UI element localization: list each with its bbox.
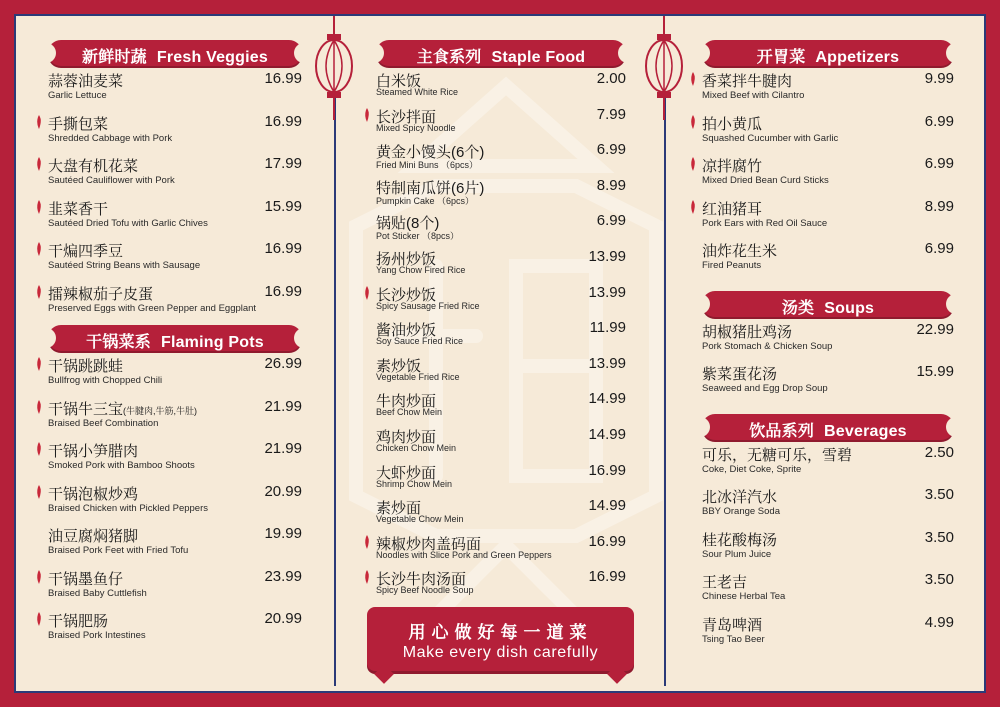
dish-price: 20.99 (264, 482, 302, 500)
section-title-beverages: 饮品系列 Beverages (702, 414, 954, 440)
middle-column (376, 26, 626, 600)
chili-pepper-icon (690, 157, 696, 171)
section-title-appetizers: 开胃菜 Appetizers (702, 40, 954, 66)
flaming-pots-menu-item (48, 564, 302, 607)
dish-note: (牛腱肉,牛筋,牛肚) (123, 405, 198, 416)
dish-name-english: Spicy Sausage Fried Rice (376, 300, 480, 311)
chili-pepper-icon (36, 285, 42, 299)
dish-name-chinese: 可乐，无糖可乐，雪碧 (702, 446, 853, 464)
dish-name-english: Vegetable Fried Rice (376, 371, 460, 382)
dish-name-chinese: 油豆腐焖猪脚 (48, 528, 139, 545)
chili-pepper-icon (690, 200, 696, 214)
slogan-english: Make every dish carefully (402, 644, 599, 661)
dish-name-english: Sour Plum Juice (702, 548, 772, 560)
dish-name-english: Chicken Chow Mein (376, 442, 457, 453)
staple-food-menu-item (376, 422, 626, 458)
staple-food-menu-item (376, 564, 626, 600)
dish-name-english: Preserved Eggs with Green Pepper and Eggplant (48, 302, 257, 314)
dish-price: 15.99 (916, 363, 954, 380)
dish-name-english: Pork Stomach & Chicken Soup (702, 340, 833, 352)
dish-name-chinese: 红油猪耳 (702, 200, 763, 218)
dish-name-chinese: 手撕包菜 (48, 115, 109, 133)
chili-pepper-icon (36, 485, 42, 499)
dish-name-chinese: 拍小黄瓜 (702, 115, 763, 133)
staple-food-menu-item (376, 351, 626, 387)
dish-price: 16.99 (264, 112, 302, 130)
dish-price: 11.99 (589, 319, 626, 337)
dish-name-chinese: 蒜蓉油麦菜 (48, 73, 124, 90)
fresh-veggies-menu-item (48, 279, 302, 322)
lantern-icon (314, 16, 354, 126)
dish-name-english: Mixed Dried Bean Curd Sticks (702, 175, 829, 186)
appetizers-list (702, 66, 954, 279)
dish-name-english: Beef Chow Mein (376, 407, 443, 418)
dish-price: 3.50 (924, 528, 954, 546)
staple-food-menu-item (376, 493, 626, 529)
beverages-menu-item (702, 525, 954, 568)
dish-price: 6.99 (924, 155, 954, 172)
fresh-veggies-menu-item (48, 194, 302, 237)
chili-pepper-icon (36, 200, 42, 214)
dish-name-english: Shrimp Chow Mein (376, 478, 453, 489)
dish-name-chinese: 黄金小馒头(6个) (376, 144, 485, 162)
column-divider-left (334, 34, 336, 686)
chili-pepper-icon (364, 535, 370, 549)
menu-panel (14, 14, 986, 693)
staple-food-menu-item (376, 66, 626, 102)
staple-food-menu-item (376, 529, 626, 565)
dish-name-chinese: 干锅泡椒炒鸡 (48, 485, 139, 503)
dish-name-english: Bullfrog with Chopped Chili (48, 375, 163, 386)
dish-name-english: Braised Baby Cuttlefish (48, 587, 147, 599)
dish-name-english: Fried Mini Buns （6pcs） (376, 160, 479, 171)
chili-pepper-icon (364, 108, 370, 122)
dish-name-english: Smoked Pork with Bamboo Shoots (48, 460, 195, 471)
dish-price: 6.99 (924, 240, 954, 257)
dish-price: 26.99 (264, 355, 302, 372)
slogan-banner (367, 607, 634, 671)
dish-name-english: Braised Pork Feet with Fried Tofu (48, 545, 189, 556)
dish-name-english: Yang Chow Fired Rice (376, 264, 466, 275)
fresh-veggies-menu-item (48, 109, 302, 152)
staple-food-list (376, 66, 626, 600)
dish-name-chinese: 干锅跳跳蛙 (48, 358, 124, 375)
dish-price: 4.99 (924, 613, 954, 631)
dish-name-english: Mixed Spicy Noodle (376, 122, 456, 133)
dish-name-chinese: 锅贴(8个) (376, 215, 440, 233)
dish-name-chinese: 长沙牛肉汤面 (376, 571, 467, 589)
left-column (48, 26, 302, 649)
dish-price: 16.99 (588, 568, 626, 586)
dish-name-chinese: 紫菜蛋花汤 (702, 366, 778, 383)
dish-name-chinese: 大虾炒面 (376, 464, 437, 482)
dish-name-english: Vegetable Chow Mein (376, 514, 464, 525)
lantern-icon (644, 16, 684, 126)
dish-name-chinese: 干锅小笋腊肉 (48, 443, 139, 460)
staple-food-menu-item (376, 137, 626, 173)
flaming-pots-menu-item (48, 436, 302, 479)
soups-menu-item (702, 317, 954, 360)
fresh-veggies-menu-item (48, 66, 302, 109)
dish-name-english: Braised Chicken with Pickled Peppers (48, 502, 208, 514)
slogan-chinese: 用心做好每一道菜 (408, 623, 593, 642)
dish-name-english: Mixed Beef with Cilantro (702, 90, 805, 101)
dish-name-chinese: 凉拌腐竹 (702, 158, 763, 175)
staple-food-menu-item (376, 244, 626, 280)
dish-name-english: Fired Peanuts (702, 260, 762, 271)
chili-pepper-icon (36, 157, 42, 171)
soups-menu-item (702, 359, 954, 402)
dish-price: 22.99 (916, 320, 954, 338)
dish-name-chinese: 白米饭 (376, 73, 422, 90)
dish-name-chinese: 素炒饭 (376, 357, 422, 375)
staple-food-menu-item (376, 280, 626, 316)
dish-price: 14.99 (588, 497, 626, 515)
dish-name-chinese: 大盘有机花菜 (48, 158, 139, 175)
dish-price: 23.99 (264, 567, 302, 585)
dish-name-chinese: 酱油炒饭 (376, 322, 437, 340)
dish-name-chinese: 鸡肉炒面 (376, 428, 437, 446)
dish-name-english: Braised Pork Intestines (48, 630, 146, 641)
dish-name-chinese: 干锅牛三宝(牛腱肉,牛筋,牛肚) (48, 400, 198, 418)
dish-name-english: Shredded Cabbage with Pork (48, 132, 173, 144)
dish-price: 8.99 (596, 176, 626, 194)
dish-name-chinese: 干锅肥肠 (48, 613, 109, 630)
fresh-veggies-menu-item (48, 236, 302, 279)
dish-name-english: Seaweed and Egg Drop Soup (702, 383, 828, 394)
dish-price: 16.99 (264, 282, 302, 300)
dish-name-chinese: 北冰洋汽水 (702, 489, 778, 506)
dish-name-english: Garlic Lettuce (48, 90, 107, 101)
dish-name-english: Pumpkin Cake （6pcs） (376, 195, 475, 206)
dish-price: 14.99 (588, 425, 626, 443)
staple-food-menu-item (376, 208, 626, 244)
chili-pepper-icon (690, 72, 696, 86)
beverages-menu-item (702, 567, 954, 610)
staple-food-menu-item (376, 102, 626, 138)
dish-price: 21.99 (264, 440, 302, 457)
dish-price: 15.99 (264, 197, 302, 215)
dish-name-english: Steamed White Rice (376, 87, 459, 97)
appetizers-menu-item (702, 109, 954, 152)
appetizers-menu-item (702, 194, 954, 237)
dish-price: 6.99 (596, 212, 626, 230)
dish-price: 13.99 (588, 283, 626, 301)
chili-pepper-icon (690, 115, 696, 129)
dish-name-chinese: 韭菜香干 (48, 200, 109, 218)
dish-price: 19.99 (264, 525, 302, 542)
right-column (702, 26, 954, 652)
appetizers-menu-item (702, 151, 954, 194)
dish-name-chinese: 油炸花生米 (702, 243, 778, 260)
dish-price: 7.99 (596, 105, 626, 123)
dish-price: 13.99 (588, 354, 626, 372)
dish-name-chinese: 长沙炒饭 (376, 286, 437, 304)
dish-name-chinese: 辣椒炒肉盖码面 (376, 535, 482, 553)
dish-name-chinese: 擂辣椒茄子皮蛋 (48, 285, 154, 303)
dish-price: 6.99 (924, 112, 954, 130)
dish-name-english: Pot Sticker （8pcs） (376, 231, 460, 242)
chili-pepper-icon (36, 442, 42, 456)
fresh-veggies-menu-item (48, 151, 302, 194)
flaming-pots-menu-item (48, 479, 302, 522)
dish-price: 13.99 (588, 247, 626, 265)
dish-name-chinese: 素炒面 (376, 500, 422, 518)
staple-food-menu-item (376, 173, 626, 209)
section-title-staple-food: 主食系列 Staple Food (376, 40, 626, 66)
appetizers-menu-item (702, 66, 954, 109)
dish-name-english: Noodles with Slice Pork and Green Peppers (376, 549, 552, 560)
beverages-menu-item (702, 440, 954, 483)
dish-name-english: Pork Ears with Red Oil Sauce (702, 217, 828, 229)
fresh-veggies-list (48, 66, 302, 321)
beverages-menu-item (702, 482, 954, 525)
dish-name-english: Coke, Diet Coke, Sprite (702, 463, 802, 475)
appetizers-menu-item (702, 236, 954, 279)
dish-name-chinese: 桂花酸梅汤 (702, 531, 778, 549)
dish-name-english: Sautéed Cauliflower with Pork (48, 175, 175, 186)
dish-name-english: Sautéed Dried Tofu with Garlic Chives (48, 217, 208, 229)
section-title-soups: 汤类 Soups (702, 291, 954, 317)
dish-price: 16.99 (588, 461, 626, 479)
chili-pepper-icon (364, 570, 370, 584)
dish-name-chinese: 长沙拌面 (376, 108, 437, 126)
dish-price: 8.99 (924, 197, 954, 215)
dish-price: 3.50 (924, 486, 954, 503)
dish-price: 17.99 (264, 155, 302, 172)
beverages-list (702, 440, 954, 653)
chili-pepper-icon (36, 115, 42, 129)
chili-pepper-icon (36, 400, 42, 414)
beverages-menu-item (702, 610, 954, 653)
dish-name-chinese: 特制南瓜饼(6片) (376, 179, 485, 197)
dish-name-chinese: 扬州炒饭 (376, 250, 437, 268)
staple-food-menu-item (376, 315, 626, 351)
dish-name-english: Spicy Beef Noodle Soup (376, 585, 474, 596)
staple-food-menu-item (376, 458, 626, 494)
dish-price: 14.99 (588, 390, 626, 408)
dish-name-chinese: 香菜拌牛腱肉 (702, 73, 793, 90)
dish-name-chinese: 王老吉 (702, 574, 748, 591)
dish-price: 6.99 (596, 141, 626, 159)
staple-food-menu-item (376, 386, 626, 422)
dish-name-chinese: 干煸四季豆 (48, 243, 124, 260)
dish-price: 20.99 (264, 610, 302, 627)
dish-name-chinese: 青岛啤酒 (702, 616, 763, 634)
dish-name-chinese: 胡椒猪肚鸡汤 (702, 323, 793, 341)
chili-pepper-icon (36, 242, 42, 256)
chili-pepper-icon (36, 357, 42, 371)
flaming-pots-menu-item (48, 606, 302, 649)
soups-list (702, 317, 954, 402)
flaming-pots-list (48, 351, 302, 649)
column-divider-right (664, 34, 666, 686)
dish-price: 16.99 (264, 70, 302, 87)
section-title-flaming-pots: 干锅菜系 Flaming Pots (48, 325, 302, 351)
dish-price: 9.99 (924, 70, 954, 87)
dish-name-english: Sautéed String Beans with Sausage (48, 260, 201, 271)
dish-price: 16.99 (264, 240, 302, 257)
flaming-pots-menu-item (48, 394, 302, 437)
dish-name-chinese: 干锅墨鱼仔 (48, 570, 124, 588)
chili-pepper-icon (364, 286, 370, 300)
section-title-fresh-veggies: 新鲜时蔬 Fresh Veggies (48, 40, 302, 66)
flaming-pots-menu-item (48, 351, 302, 394)
dish-price: 2.00 (596, 70, 626, 87)
dish-name-english: Soy Sauce Fried Rice (376, 336, 464, 347)
dish-price: 16.99 (588, 532, 626, 550)
dish-name-english: Tsing Tao Beer (702, 633, 765, 645)
chili-pepper-icon (36, 612, 42, 626)
dish-name-english: Squashed Cucumber with Garlic (702, 132, 839, 144)
dish-name-chinese: 牛肉炒面 (376, 393, 437, 411)
dish-price: 2.50 (924, 443, 954, 461)
dish-price: 21.99 (264, 397, 302, 415)
dish-name-english: BBY Orange Soda (702, 506, 780, 517)
dish-price: 3.50 (924, 571, 954, 588)
dish-name-english: Braised Beef Combination (48, 417, 159, 429)
chili-pepper-icon (36, 570, 42, 584)
dish-name-english: Chinese Herbal Tea (702, 591, 786, 602)
flaming-pots-menu-item (48, 521, 302, 564)
